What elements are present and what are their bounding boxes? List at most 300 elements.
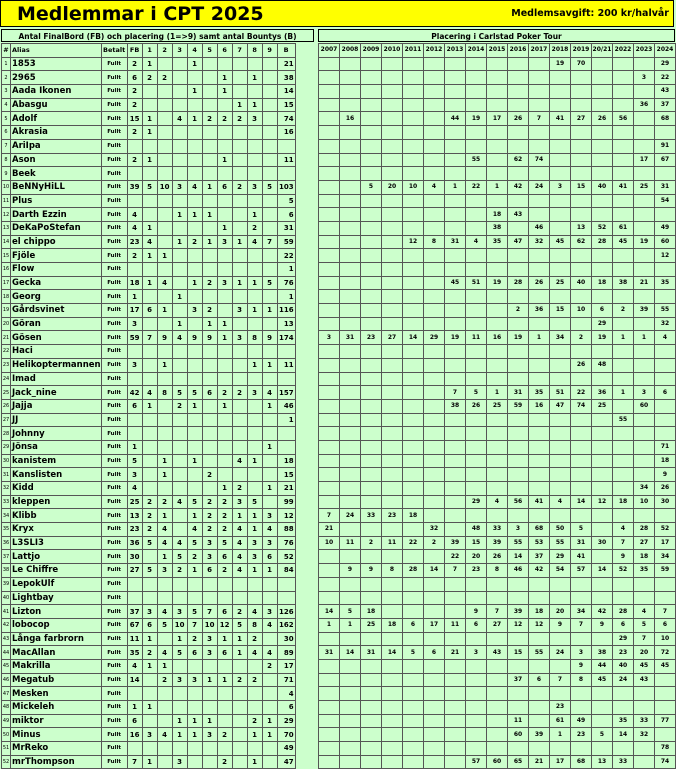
stat-cell: [172, 427, 187, 441]
paid-status: Fullt: [101, 139, 127, 153]
paid-status: Fullt: [101, 577, 127, 591]
placement-cell: 34: [634, 482, 655, 496]
bounty-count: 29: [277, 714, 295, 728]
placement-cell: [571, 290, 592, 304]
member-row: [2, 194, 296, 208]
placement-cell: [382, 290, 403, 304]
placement-cell: [571, 413, 592, 427]
placement-cell: [466, 440, 487, 454]
placement-cell: [445, 249, 466, 263]
stat-cell: 2: [172, 564, 187, 578]
stat-cell: [232, 249, 247, 263]
placement-row: [319, 632, 676, 646]
stat-cell: 2: [247, 673, 262, 687]
placement-cell: [592, 345, 613, 359]
placement-cell: [445, 632, 466, 646]
row-number: 18: [2, 290, 11, 304]
placement-cell: 20: [382, 180, 403, 194]
column-header: 8: [247, 44, 262, 58]
stat-cell: 2: [232, 482, 247, 496]
stat-cell: [217, 345, 232, 359]
stat-cell: 2: [247, 714, 262, 728]
placement-cell: [403, 85, 424, 99]
placement-cell: 74: [571, 399, 592, 413]
stat-cell: [157, 632, 172, 646]
stat-cell: [232, 714, 247, 728]
stat-cell: 3: [127, 358, 142, 372]
placement-cell: 48: [592, 358, 613, 372]
placement-cell: [613, 742, 634, 756]
placement-cell: [403, 249, 424, 263]
member-alias: JJ: [11, 413, 102, 427]
placement-cell: 22: [403, 536, 424, 550]
placement-cell: [382, 249, 403, 263]
row-number: 23: [2, 358, 11, 372]
placement-cell: [487, 194, 508, 208]
bounty-count: 174: [277, 331, 295, 345]
stat-cell: 1: [187, 276, 202, 290]
row-number: 33: [2, 495, 11, 509]
stat-cell: [187, 126, 202, 140]
stat-cell: 13: [127, 509, 142, 523]
placement-cell: [592, 167, 613, 181]
stat-cell: 4: [157, 605, 172, 619]
placement-cell: [361, 413, 382, 427]
stat-cell: [262, 112, 277, 126]
member-row: [2, 57, 296, 71]
placement-cell: [655, 591, 676, 605]
placement-cell: 17: [634, 153, 655, 167]
stat-cell: 42: [127, 386, 142, 400]
placement-cell: [382, 701, 403, 715]
placement-cell: [550, 317, 571, 331]
stat-cell: 4: [232, 564, 247, 578]
placement-cell: [655, 208, 676, 222]
stat-cell: [262, 57, 277, 71]
stat-cell: [217, 358, 232, 372]
placement-row: [319, 523, 676, 537]
placement-cell: [319, 372, 340, 386]
placement-cell: 51: [550, 386, 571, 400]
placement-row: [319, 331, 676, 345]
placement-cell: [487, 714, 508, 728]
placement-cell: [403, 290, 424, 304]
placement-cell: [403, 194, 424, 208]
stat-cell: 3: [247, 536, 262, 550]
stat-cell: [157, 126, 172, 140]
placement-cell: 11: [508, 714, 529, 728]
bounty-count: 14: [277, 85, 295, 99]
member-alias: Beek: [11, 167, 102, 181]
stat-cell: 1: [217, 71, 232, 85]
placement-cell: [382, 386, 403, 400]
placement-row: [319, 482, 676, 496]
stat-cell: 2: [127, 98, 142, 112]
placement-cell: [361, 550, 382, 564]
placement-cell: [550, 98, 571, 112]
bounty-count: 71: [277, 673, 295, 687]
member-row: [2, 126, 296, 140]
placement-cell: [550, 358, 571, 372]
stat-cell: 5: [142, 180, 157, 194]
placement-cell: 18: [403, 509, 424, 523]
stat-cell: [202, 427, 217, 441]
member-alias: MrReko: [11, 742, 102, 756]
placement-cell: [487, 591, 508, 605]
placement-cell: [403, 358, 424, 372]
placement-cell: [466, 372, 487, 386]
placement-cell: [487, 126, 508, 140]
placement-cell: [634, 440, 655, 454]
stat-cell: 1: [127, 701, 142, 715]
stat-cell: [157, 194, 172, 208]
placement-cell: [508, 71, 529, 85]
stat-cell: 3: [157, 564, 172, 578]
placement-cell: [634, 221, 655, 235]
bounty-count: 116: [277, 304, 295, 318]
placement-cell: [340, 235, 361, 249]
placement-cell: [424, 263, 445, 277]
stat-cell: [202, 139, 217, 153]
placement-cell: [403, 139, 424, 153]
placement-cell: [655, 728, 676, 742]
stat-cell: [157, 742, 172, 756]
stat-cell: [172, 591, 187, 605]
stat-cell: 3: [172, 605, 187, 619]
member-alias: Lattjo: [11, 550, 102, 564]
placement-cell: [424, 112, 445, 126]
stat-cell: [262, 632, 277, 646]
placement-cell: 33: [361, 509, 382, 523]
stat-cell: 4: [142, 235, 157, 249]
placement-cell: [634, 85, 655, 99]
bounty-count: 15: [277, 468, 295, 482]
placement-cell: 57: [571, 564, 592, 578]
stat-cell: [262, 495, 277, 509]
placement-cell: 21: [634, 276, 655, 290]
placement-cell: 19: [466, 112, 487, 126]
stat-cell: [187, 427, 202, 441]
stat-cell: 5: [262, 276, 277, 290]
placement-cell: 60: [487, 755, 508, 769]
placement-cell: [361, 85, 382, 99]
stat-cell: [232, 71, 247, 85]
placement-cell: [340, 126, 361, 140]
placement-cell: 23: [571, 728, 592, 742]
stat-cell: 1: [262, 564, 277, 578]
stat-cell: [142, 98, 157, 112]
placement-cell: 32: [655, 317, 676, 331]
stat-cell: 2: [247, 632, 262, 646]
stat-cell: [202, 358, 217, 372]
row-number: 35: [2, 523, 11, 537]
placement-cell: [403, 71, 424, 85]
row-number: 26: [2, 399, 11, 413]
stat-cell: [187, 167, 202, 181]
stat-cell: [187, 71, 202, 85]
paid-status: Fullt: [101, 536, 127, 550]
paid-status: Fullt: [101, 440, 127, 454]
stat-cell: [157, 399, 172, 413]
placement-cell: 55: [655, 304, 676, 318]
stat-cell: [247, 413, 262, 427]
stat-cell: 1: [247, 509, 262, 523]
stat-cell: [172, 153, 187, 167]
stat-cell: 3: [217, 235, 232, 249]
stat-cell: 6: [217, 550, 232, 564]
placement-cell: [445, 468, 466, 482]
placement-cell: [340, 180, 361, 194]
stat-cell: [217, 372, 232, 386]
placement-cell: 1: [487, 180, 508, 194]
row-number: 48: [2, 701, 11, 715]
year-header: 2023: [634, 44, 655, 58]
stat-cell: 1: [202, 208, 217, 222]
row-number: 6: [2, 126, 11, 140]
placement-cell: 55: [529, 646, 550, 660]
stat-cell: 4: [142, 386, 157, 400]
stat-cell: 6: [127, 399, 142, 413]
paid-status: Fullt: [101, 673, 127, 687]
placement-cell: [592, 482, 613, 496]
paid-status: Fullt: [101, 618, 127, 632]
placement-cell: 2: [508, 304, 529, 318]
stat-cell: 17: [127, 304, 142, 318]
bounty-count: 76: [277, 276, 295, 290]
placement-cell: 13: [592, 755, 613, 769]
stat-cell: 7: [142, 331, 157, 345]
placement-cell: 41: [613, 180, 634, 194]
stat-cell: [217, 577, 232, 591]
placement-cell: [550, 482, 571, 496]
stat-cell: 4: [262, 646, 277, 660]
stat-cell: 5: [187, 605, 202, 619]
placement-cell: [655, 673, 676, 687]
placement-cell: [613, 482, 634, 496]
row-number: 20: [2, 317, 11, 331]
stat-cell: [172, 454, 187, 468]
placement-cell: 11: [466, 331, 487, 345]
placement-cell: [487, 673, 508, 687]
stat-cell: [187, 139, 202, 153]
placement-cell: [571, 482, 592, 496]
stat-cell: 2: [142, 509, 157, 523]
placement-cell: [403, 317, 424, 331]
placement-cell: [550, 468, 571, 482]
placement-cell: 14: [508, 550, 529, 564]
placement-cell: 18: [655, 454, 676, 468]
stat-cell: [232, 427, 247, 441]
placement-cell: [319, 468, 340, 482]
placement-cell: [424, 577, 445, 591]
placement-cell: [361, 673, 382, 687]
member-row: [2, 509, 296, 523]
placement-cell: [445, 153, 466, 167]
stat-cell: [187, 221, 202, 235]
stat-cell: 16: [127, 728, 142, 742]
placement-cell: [340, 399, 361, 413]
paid-status: Fullt: [101, 71, 127, 85]
stat-cell: [217, 687, 232, 701]
member-alias: Makrilla: [11, 659, 102, 673]
title-bar: [0, 0, 674, 27]
column-header: 7: [232, 44, 247, 58]
placement-cell: [424, 550, 445, 564]
placement-cell: [550, 85, 571, 99]
placement-cell: [445, 372, 466, 386]
stat-cell: [127, 577, 142, 591]
stat-cell: [202, 57, 217, 71]
stat-cell: [247, 126, 262, 140]
stat-cell: 3: [142, 605, 157, 619]
stat-cell: [262, 372, 277, 386]
placement-cell: 60: [508, 728, 529, 742]
stat-cell: [262, 673, 277, 687]
placement-cell: [466, 427, 487, 441]
placement-cell: 28: [613, 605, 634, 619]
placement-cell: 78: [655, 742, 676, 756]
paid-status: Fullt: [101, 358, 127, 372]
bounty-count: 162: [277, 618, 295, 632]
placement-cell: 14: [319, 605, 340, 619]
column-header: Betalt: [101, 44, 127, 58]
stat-cell: [232, 208, 247, 222]
stat-cell: [187, 701, 202, 715]
placement-cell: 29: [655, 57, 676, 71]
placement-cell: [592, 126, 613, 140]
stat-cell: 6: [142, 304, 157, 318]
stat-cell: [262, 701, 277, 715]
placement-cell: 27: [487, 618, 508, 632]
stat-cell: [247, 194, 262, 208]
placement-cell: [634, 345, 655, 359]
row-number: 51: [2, 742, 11, 756]
placement-cell: [529, 98, 550, 112]
placement-cell: 52: [655, 523, 676, 537]
placement-cell: [550, 509, 571, 523]
placement-cell: [550, 71, 571, 85]
row-number: 34: [2, 509, 11, 523]
placement-cell: [550, 591, 571, 605]
placement-cell: [424, 167, 445, 181]
placement-cell: [634, 454, 655, 468]
stat-cell: [172, 304, 187, 318]
placement-cell: [529, 632, 550, 646]
paid-status: Fullt: [101, 509, 127, 523]
placement-cell: [403, 659, 424, 673]
stat-cell: [202, 98, 217, 112]
placement-cell: [529, 701, 550, 715]
stat-cell: 3: [247, 112, 262, 126]
placement-cell: [529, 509, 550, 523]
placement-cell: [445, 317, 466, 331]
placement-cell: 28: [508, 276, 529, 290]
bounty-count: 84: [277, 564, 295, 578]
paid-status: Fullt: [101, 755, 127, 769]
stat-cell: 10: [172, 618, 187, 632]
placement-cell: 61: [613, 221, 634, 235]
stat-cell: 23: [127, 523, 142, 537]
placement-cell: [382, 167, 403, 181]
placement-cell: [466, 263, 487, 277]
member-alias: Jönsa: [11, 440, 102, 454]
stat-cell: [142, 427, 157, 441]
placement-cell: [655, 701, 676, 715]
stat-cell: [262, 98, 277, 112]
placement-cell: [613, 427, 634, 441]
placement-cell: [655, 577, 676, 591]
placement-cell: [340, 550, 361, 564]
stat-cell: [232, 577, 247, 591]
placement-cell: 13: [571, 221, 592, 235]
bounty-count: 6: [277, 208, 295, 222]
placement-row: [319, 345, 676, 359]
placement-cell: [403, 221, 424, 235]
placement-cell: [466, 167, 487, 181]
member-row: [2, 304, 296, 318]
stat-cell: 2: [232, 112, 247, 126]
placement-cell: 11: [340, 536, 361, 550]
placement-cell: 4: [655, 331, 676, 345]
placement-cell: [382, 263, 403, 277]
stat-cell: [157, 755, 172, 769]
stat-cell: [127, 167, 142, 181]
placement-cell: [529, 659, 550, 673]
stat-cell: 4: [127, 659, 142, 673]
placement-cell: [361, 632, 382, 646]
placement-cell: [466, 249, 487, 263]
placement-cell: [550, 249, 571, 263]
stat-cell: 1: [172, 208, 187, 222]
placement-cell: [382, 276, 403, 290]
placement-cell: 7: [550, 673, 571, 687]
member-row: [2, 550, 296, 564]
stat-cell: [262, 687, 277, 701]
stat-cell: 1: [217, 331, 232, 345]
placement-cell: [319, 290, 340, 304]
member-alias: Kanslisten: [11, 468, 102, 482]
stat-cell: 1: [217, 399, 232, 413]
stat-cell: [247, 167, 262, 181]
stat-cell: [172, 126, 187, 140]
placement-row: [319, 427, 676, 441]
placement-row: [319, 112, 676, 126]
member-row: [2, 71, 296, 85]
year-header: 2016: [508, 44, 529, 58]
stat-cell: [217, 304, 232, 318]
placement-cell: 11: [382, 536, 403, 550]
bounty-count: 70: [277, 728, 295, 742]
placement-cell: [319, 276, 340, 290]
placement-cell: [655, 687, 676, 701]
year-header: 2011: [403, 44, 424, 58]
year-header: 20/21: [592, 44, 613, 58]
stat-cell: [217, 139, 232, 153]
bounty-count: [277, 577, 295, 591]
placement-row: [319, 550, 676, 564]
stat-cell: 1: [187, 728, 202, 742]
stat-cell: 2: [202, 468, 217, 482]
stat-cell: [217, 591, 232, 605]
stat-cell: [202, 701, 217, 715]
stat-cell: 3: [247, 180, 262, 194]
stat-cell: 1: [142, 659, 157, 673]
stat-cell: [172, 742, 187, 756]
placement-cell: 19: [550, 57, 571, 71]
stat-cell: 2: [142, 523, 157, 537]
placement-cell: [403, 98, 424, 112]
placement-cell: [445, 742, 466, 756]
